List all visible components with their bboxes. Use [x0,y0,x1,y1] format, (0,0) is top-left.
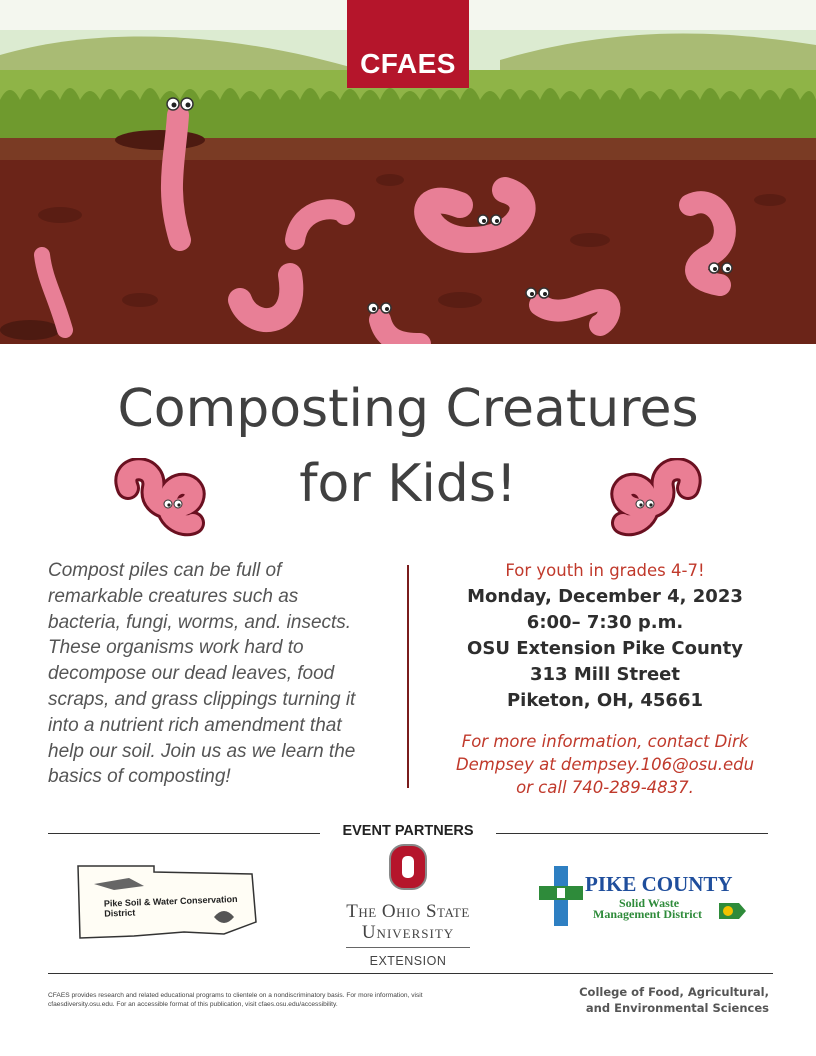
college-name [579,985,769,1016]
nondiscrimination-disclaimer: CFAES provides research and related educational programs to clientele on a nondiscriminatory basis. For more information, visit cfaesdiversity.osu.edu. For an accessible format of this publication, visit cfaes.osu.edu/accessibility. [48,992,423,1008]
contact-line-3: or call 740-289-4837. [516,778,694,797]
event-city: Piketon, OH, 45661 [506,690,704,711]
event-date: Monday, December 4, 2023 [467,586,743,607]
swcd-name: Pike Soil & Water Conservation District [103,893,238,919]
pike-county-title: PIKE COUNTY [585,872,733,896]
partners-rule-right [496,833,768,834]
vertical-divider [407,565,409,788]
event-venue: OSU Extension Pike County [467,638,743,659]
block-o-icon [388,843,428,891]
event-time: 6:00– 7:30 p.m. [526,612,684,633]
osu-logo-rule [346,947,470,948]
college-name-line-2: and Environmental Sciences [585,1000,769,1015]
audience-text: For youth in grades 4-7! [505,561,705,580]
osu-extension-logo [318,843,498,971]
pike-swcd-logo [74,862,259,940]
event-details [430,558,780,799]
right-worm-illustration [608,458,708,538]
recycle-badge-icon [717,902,747,920]
college-name-line-1: College of Food, Agricultural, [579,985,769,999]
osu-extension-text: EXTENSION [369,954,447,968]
contact-line-2: Dempsey at dempsey.106@osu.edu [455,755,755,774]
footer-rule [48,973,773,974]
osu-name-line-1: The Ohio State [346,901,470,922]
cross-arrows-icon [537,864,585,928]
contact-line-1: For more information, contact Dirk [461,732,749,751]
event-partners-label: EVENT PARTNERS [342,823,474,839]
left-worm-illustration [108,458,208,538]
contact-info [430,730,780,799]
pike-solid-waste: Solid Waste [619,896,680,910]
page-title-line-2: for Kids! [299,454,517,514]
event-street: 313 Mill Street [530,664,680,685]
partners-rule-left [48,833,320,834]
pike-county-solid-waste-logo [537,864,752,932]
page-title-line-1: Composting Creatures [117,379,699,439]
event-description: Compost piles can be full of remarkable creatures such as bacteria, fungi, worms, and. insects. These organisms work hard to decompose our dead leaves, food scraps, and grass clippings turning it into a nutrient rich amendment that help our soil. Join us as we learn the basics of composting! [48,560,356,788]
cfaes-logo-tab: CFAES [347,0,469,88]
osu-name-line-2: University [361,922,455,943]
pike-management-district: Management District [593,907,702,921]
